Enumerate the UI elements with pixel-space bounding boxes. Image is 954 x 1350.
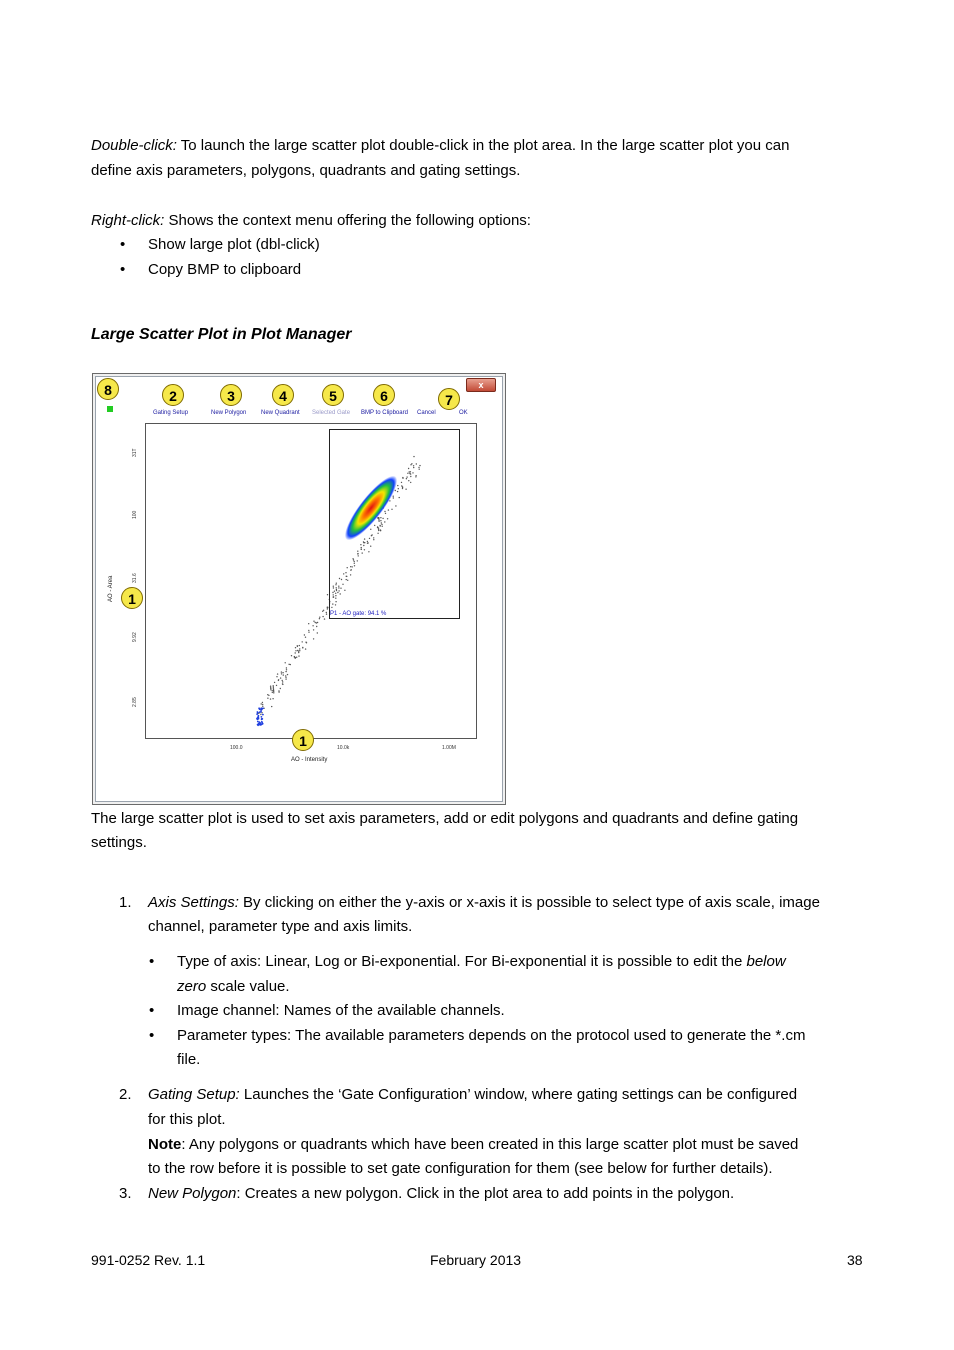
scatter-point [272, 692, 273, 693]
status-indicator [107, 406, 113, 412]
scatter-point [277, 673, 278, 674]
scatter-point [313, 621, 314, 622]
callout-4: 4 [272, 384, 294, 406]
bmp-to-clipboard-button[interactable]: BMP to Clipboard [361, 410, 408, 416]
scatter-point [288, 664, 289, 665]
note-term: Note [148, 1136, 182, 1153]
x-tick-label: 1.00M [442, 745, 456, 751]
scatter-point [270, 687, 271, 688]
item-term: New Polygon [148, 1185, 237, 1202]
item-gating-setup [148, 1083, 868, 1108]
scatter-point [261, 708, 263, 710]
scatter-point [298, 652, 299, 653]
callout-3: 3 [220, 384, 242, 406]
footer-doc-id: 991-0252 Rev. 1.1 [91, 1252, 206, 1268]
scatter-point [260, 711, 262, 713]
y-tick-label: 31.6 [132, 573, 138, 583]
scatter-point [286, 667, 287, 668]
scatter-point [258, 718, 260, 720]
item-term: Axis Settings: [148, 894, 239, 911]
scatter-point [285, 677, 286, 678]
scatter-point [273, 692, 274, 693]
note-text-cont: to the row before it is possible to set gate configuration for them (see below for further details). [148, 1160, 773, 1177]
scatter-point [274, 682, 275, 683]
list-item: • Copy BMP to clipboard [148, 258, 320, 283]
scatter-point [276, 685, 277, 686]
callout-1-y-axis: 1 [121, 587, 143, 609]
scatter-point [278, 680, 279, 681]
scatter-point [282, 683, 283, 684]
sub-em: below [746, 953, 786, 970]
scatter-point [270, 689, 271, 690]
scatter-point [285, 675, 286, 676]
scatter-point [312, 625, 313, 626]
scatter-point [322, 616, 323, 617]
scatter-point [280, 677, 281, 678]
y-axis-label[interactable]: AO - Area [108, 575, 114, 602]
scatter-point [273, 691, 274, 692]
item-text: Launches the ‘Gate Configuration’ window, where gating settings can be configured [239, 1086, 798, 1103]
item-text: : Creates a new polygon. Click in the plot area to add points in the polygon. [236, 1185, 735, 1202]
scatter-point [298, 655, 299, 656]
list-item [177, 1024, 867, 1073]
scatter-point [262, 706, 263, 707]
sub-text: file. [177, 1051, 201, 1068]
scatter-point [308, 632, 309, 633]
dblclick-text-cont: define axis parameters, polygons, quadrants and gating settings. [91, 162, 521, 179]
scatter-point [297, 650, 298, 651]
scatter-point [262, 702, 263, 703]
scatter-point [286, 669, 287, 670]
scatter-point [258, 723, 260, 725]
item-note [148, 1133, 868, 1158]
scatter-point [281, 671, 282, 672]
scatter-point [273, 686, 274, 687]
scatter-point [257, 721, 259, 723]
scatter-point [273, 688, 274, 689]
context-menu-list [148, 233, 320, 282]
scatter-point [261, 716, 263, 718]
close-button[interactable]: x [466, 378, 496, 392]
scatter-point [323, 610, 324, 611]
footer-page-number: 38 [847, 1252, 863, 1268]
x-tick-label: 10.0k [337, 745, 350, 751]
sub-text: Type of axis: Linear, Log or Bi-exponential. For Bi-exponential it is possible to edit the [177, 953, 747, 970]
list-number: 3. [119, 1185, 132, 1202]
scatter-point [295, 652, 296, 653]
intro-dblclick [91, 134, 871, 159]
scatter-point [272, 698, 273, 699]
footer-date: February 2013 [430, 1252, 522, 1268]
scatter-point [326, 614, 327, 615]
cancel-button[interactable]: Cancel [417, 410, 436, 416]
item-term: Gating Setup: [148, 1086, 240, 1103]
scatter-point [316, 622, 317, 623]
scatter-point [262, 704, 263, 705]
scatter-point [261, 721, 263, 723]
scatter-point [324, 618, 325, 619]
scatter-point [287, 674, 288, 675]
scatter-point [270, 698, 271, 699]
caption-line: The large scatter plot is used to set axis parameters, add or edit polygons and quadrants and define gating [91, 810, 799, 827]
scatter-point [257, 711, 259, 713]
scatter-point [295, 658, 296, 659]
scatter-point [304, 634, 305, 635]
note-text: : Any polygons or quadrants which have been created in this large scatter plot must be saved [181, 1136, 799, 1153]
gate-label: P1 - AO gate: 94.1 % [330, 611, 387, 617]
scatter-point [302, 647, 303, 648]
sub-text: Parameter types: The available parameters depends on the protocol used to generate the *.cm [177, 1026, 806, 1044]
y-tick-label: 2.85 [132, 697, 138, 707]
new-polygon-button[interactable]: New Polygon [211, 410, 247, 416]
scatter-point [285, 662, 286, 663]
scatter-point [302, 641, 303, 642]
item-new-polygon [148, 1182, 868, 1207]
scatter-point [261, 719, 263, 721]
list-item: • Image channel: Names of the available channels. [177, 999, 867, 1024]
scatter-point [297, 646, 298, 647]
scatter-point [308, 623, 309, 624]
axis-settings-sublist [177, 950, 867, 1073]
scatter-point [273, 689, 274, 690]
scatter-point [267, 698, 268, 699]
scatter-point [299, 645, 300, 646]
scatter-point [316, 626, 317, 627]
scatter-point [295, 650, 296, 651]
intro-rightclick [91, 209, 531, 234]
callout-6: 6 [373, 384, 395, 406]
scatter-point [256, 713, 258, 715]
scatter-point [281, 673, 282, 674]
scatter-point [326, 612, 327, 613]
caption-line: settings. [91, 834, 147, 851]
callout-7: 7 [438, 388, 460, 410]
scatter-point [319, 618, 320, 619]
scatter-point [262, 714, 264, 716]
scatter-point [305, 642, 306, 643]
list-number: 1. [119, 894, 132, 911]
scatter-point [295, 647, 296, 648]
item-text: By clicking on either the y-axis or x-axis it is possible to select type of axis scale, image [238, 894, 820, 911]
x-tick-label: 100.0 [230, 745, 243, 751]
sub-em: zero [177, 977, 207, 995]
gating-setup-button[interactable]: Gating Setup [153, 410, 189, 416]
scatter-point [272, 690, 273, 691]
scatter-point [282, 672, 283, 673]
scatter-point [282, 681, 283, 682]
scatter-plot-window [92, 373, 506, 805]
scatter-point [260, 714, 261, 715]
scatter-point [299, 650, 300, 651]
y-tick-label: 9.92 [132, 632, 138, 642]
scatter-point [308, 630, 309, 631]
rightclick-term: Right-click: [91, 212, 165, 229]
list-number: 2. [119, 1086, 132, 1103]
item-text-cont: channel, parameter type and axis limits. [148, 918, 413, 935]
scatter-point [273, 685, 274, 686]
scatter-point [291, 655, 292, 656]
callout-8: 8 [97, 378, 119, 400]
scatter-point [271, 706, 272, 707]
new-quadrant-button[interactable]: New Quadrant [261, 410, 300, 416]
scatter-point [317, 632, 318, 633]
scatter-point [319, 617, 320, 618]
scatter-point [259, 722, 261, 724]
item-axis-settings [148, 891, 868, 916]
scatter-point [327, 608, 328, 609]
scatter-point [278, 691, 279, 692]
scatter-point [327, 594, 328, 595]
scatter-point [317, 622, 318, 623]
x-axis-label[interactable]: AO - Intensity [291, 757, 328, 763]
scatter-point [261, 703, 262, 704]
polygon-gate[interactable] [329, 429, 460, 619]
scatter-point [276, 676, 277, 677]
scatter-point [283, 674, 284, 675]
scatter-point [305, 648, 306, 649]
scatter-point [313, 638, 314, 639]
scatter-point [315, 622, 316, 623]
callout-2: 2 [162, 384, 184, 406]
scatter-point [299, 648, 300, 649]
scatter-point [313, 629, 314, 630]
list-item [177, 950, 867, 999]
scatter-point [270, 686, 271, 687]
scatter-point [296, 657, 297, 658]
list-item: • Show large plot (dbl-click) [148, 233, 320, 258]
scatter-point [305, 637, 306, 638]
callout-1-x-axis: 1 [292, 729, 314, 751]
window-client [95, 376, 503, 802]
scatter-point [282, 680, 283, 681]
ok-button[interactable]: OK [459, 410, 468, 416]
scatter-point [267, 694, 268, 695]
dblclick-term: Double-click: [91, 137, 177, 154]
scatter-point [280, 688, 281, 689]
scatter-point [258, 707, 260, 709]
section-heading: Large Scatter Plot in Plot Manager [91, 326, 352, 343]
selected-gate-button[interactable]: Selected Gate [312, 410, 351, 416]
callout-5: 5 [322, 384, 344, 406]
sub-text: scale value. [206, 977, 290, 995]
rightclick-text: Shows the context menu offering the following options: [164, 212, 531, 229]
scatter-point [285, 678, 286, 679]
scatter-point [270, 688, 271, 689]
dblclick-text: To launch the large scatter plot double-click in the plot area. In the large scatter plot you can [176, 137, 790, 154]
y-tick-label: 100 [132, 510, 138, 519]
y-tick-label: 31T [132, 448, 138, 457]
scatter-point [285, 671, 286, 672]
item-text-cont: for this plot. [148, 1111, 226, 1128]
scatter-point [290, 664, 291, 665]
